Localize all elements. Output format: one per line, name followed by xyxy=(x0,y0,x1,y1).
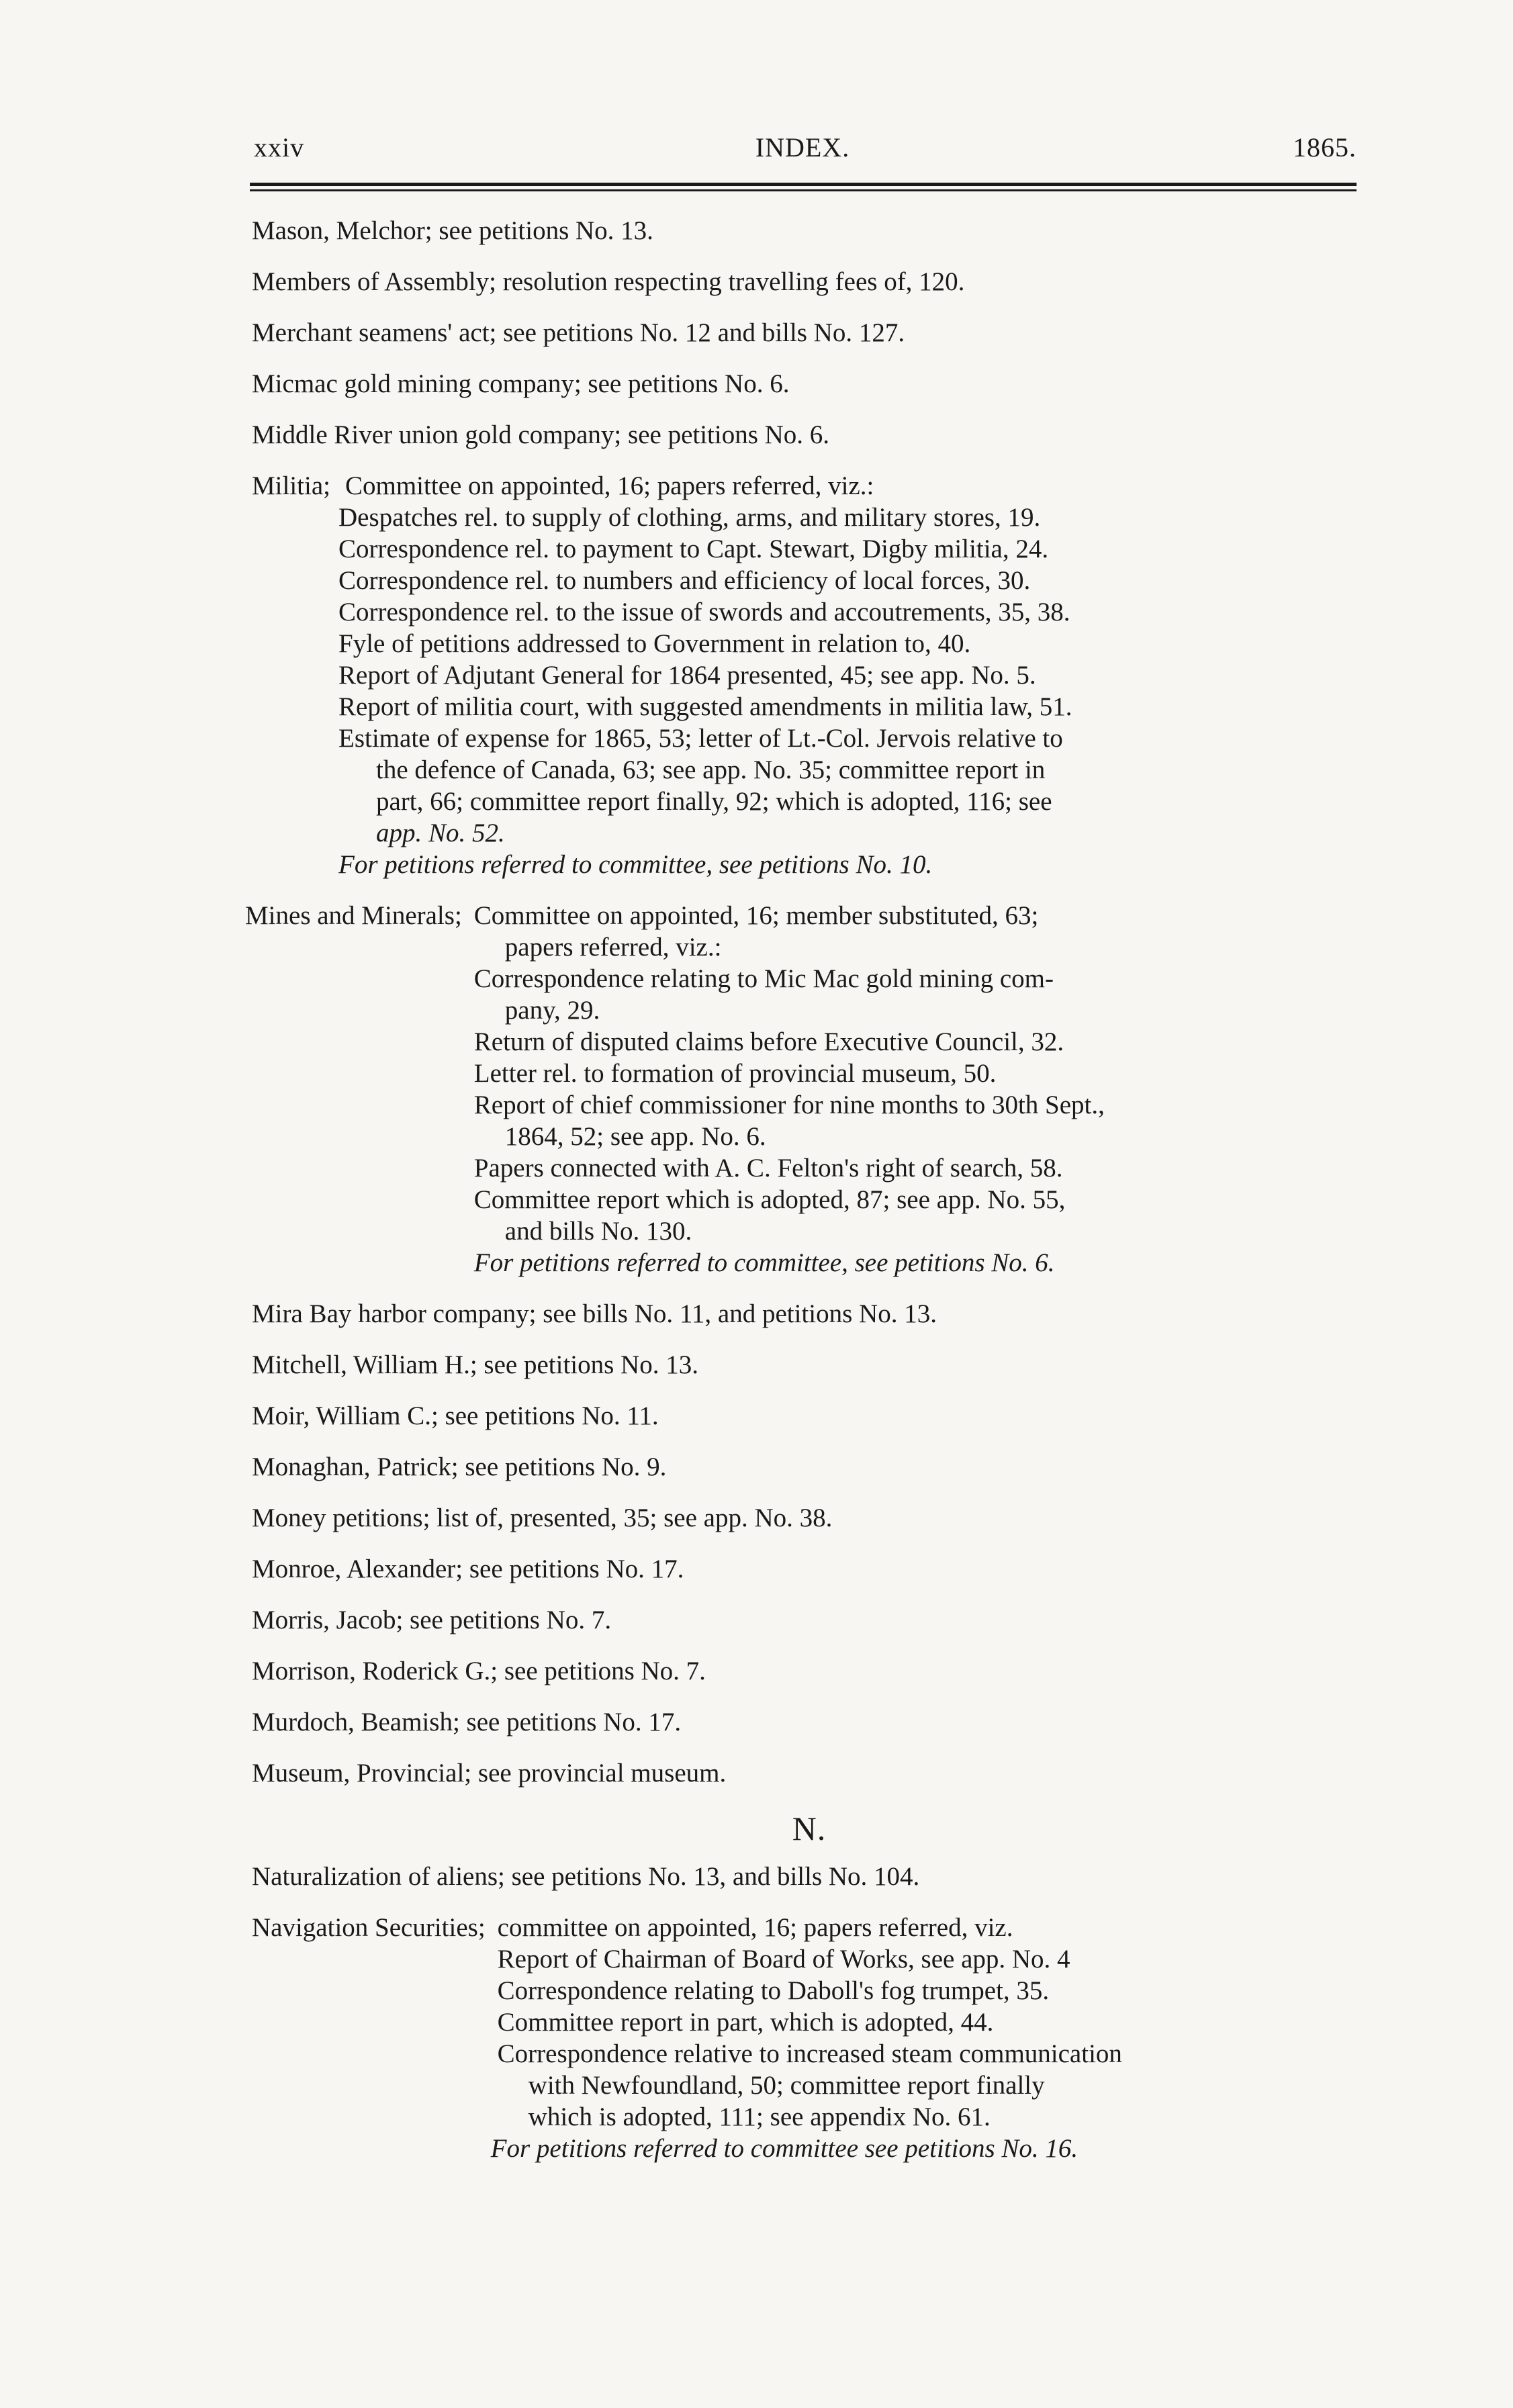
index-content xyxy=(245,215,1367,2184)
header-rule-thick xyxy=(250,183,1357,186)
navigation-item: Committee report in part, which is adopted, 44. xyxy=(497,2008,994,2037)
militia-estimate-cont: app. No. 52. xyxy=(376,819,505,847)
mines-item: Correspondence relating to Mic Mac gold mining com- xyxy=(473,964,1054,993)
index-entry: Members of Assembly; resolution respecting travelling fees of, 120. xyxy=(252,267,965,296)
index-entry: Moir, William C.; see petitions No. 11. xyxy=(252,1401,659,1430)
mines-item: Letter rel. to formation of provincial museum, 50. xyxy=(473,1059,997,1088)
mines-entry xyxy=(245,900,1367,1279)
mines-item: Papers connected with A. C. Felton's right of search, 58. xyxy=(473,1154,1063,1183)
index-entry: Morris, Jacob; see petitions No. 7. xyxy=(252,1606,612,1634)
mines-item-cont: pany, 29. xyxy=(504,996,600,1025)
militia-estimate-cont: part, 66; committee report finally, 92; which is adopted, 116; see xyxy=(376,787,1052,816)
index-entry: Morrison, Roderick G.; see petitions No. 7. xyxy=(252,1657,706,1685)
index-entry: Mitchell, William H.; see petitions No. 13. xyxy=(252,1350,698,1379)
index-entry: Mira Bay harbor company; see bills No. 11, and petitions No. 13. xyxy=(252,1299,937,1328)
militia-item: Correspondence rel. to payment to Capt. Stewart, Digby militia, 24. xyxy=(338,535,1049,563)
militia-item: Despatches rel. to supply of clothing, arms, and military stores, 19. xyxy=(338,503,1041,532)
militia-petitions-note: For petitions referred to committee, see petitions No. 10. xyxy=(338,850,933,879)
mines-item-cont: 1864, 52; see app. No. 6. xyxy=(504,1122,766,1151)
page-title: INDEX. xyxy=(755,132,850,163)
index-entry: Merchant seamens' act; see petitions No. 12 and bills No. 127. xyxy=(252,318,905,347)
navigation-heading: Navigation Securities; xyxy=(252,1913,486,1942)
index-entry: Middle River union gold company; see petitions No. 6. xyxy=(252,420,830,449)
header-rule-thin xyxy=(250,189,1357,191)
militia-item: Report of militia court, with suggested amendments in militia law, 51. xyxy=(338,692,1072,721)
section-letter: N. xyxy=(792,1810,827,1847)
navigation-item: Correspondence relative to increased steam communication xyxy=(497,2039,1122,2068)
index-entry: Monroe, Alexander; see petitions No. 17. xyxy=(252,1555,684,1583)
mines-item-cont: and bills No. 130. xyxy=(504,1217,692,1246)
index-entry: Naturalization of aliens; see petitions No. 13, and bills No. 104. xyxy=(252,1862,920,1891)
navigation-intro: committee on appointed, 16; papers referred, viz. xyxy=(497,1913,1013,1942)
mines-item: Return of disputed claims before Executive Council, 32. xyxy=(473,1027,1064,1056)
page-folio: xxiv xyxy=(254,132,305,163)
mines-intro: Committee on appointed, 16; member substituted, 63; xyxy=(473,901,1039,930)
militia-estimate: Estimate of expense for 1865, 53; letter of Lt.-Col. Jervois relative to xyxy=(338,724,1063,753)
navigation-item: Correspondence relating to Daboll's fog trumpet, 35. xyxy=(497,1976,1050,2005)
militia-heading: Militia; xyxy=(252,471,330,500)
militia-item: Fyle of petitions addressed to Government in relation to, 40. xyxy=(338,629,971,658)
index-entry: Money petitions; list of, presented, 35; see app. No. 38. xyxy=(252,1503,833,1532)
militia-item: Correspondence rel. to the issue of swords and accoutrements, 35, 38. xyxy=(338,598,1070,627)
militia-intro: Committee on appointed, 16; papers referred, viz.: xyxy=(345,471,874,500)
militia-entry xyxy=(252,470,1367,880)
mines-body xyxy=(462,900,1105,1279)
index-entry: Mason, Melchor; see petitions No. 13. xyxy=(252,216,653,245)
index-entry: Museum, Provincial; see provincial museum. xyxy=(252,1759,727,1788)
index-entry: Monaghan, Patrick; see petitions No. 9. xyxy=(252,1452,667,1481)
militia-item: Report of Adjutant General for 1864 presented, 45; see app. No. 5. xyxy=(338,661,1036,690)
mines-heading: Mines and Minerals; xyxy=(245,901,462,930)
navigation-body xyxy=(486,1912,1122,2164)
index-entry: Micmac gold mining company; see petitions No. 6. xyxy=(252,369,790,398)
navigation-petitions-note: For petitions referred to committee see petitions No. 16. xyxy=(490,2134,1079,2163)
running-header xyxy=(248,132,1357,172)
page-year: 1865. xyxy=(1293,132,1357,163)
mines-petitions-note: For petitions referred to committee, see petitions No. 6. xyxy=(473,1248,1055,1277)
militia-body xyxy=(330,470,1072,880)
navigation-entry xyxy=(252,1912,1367,2164)
navigation-item: Report of Chairman of Board of Works, see app. No. 4 xyxy=(497,1945,1070,1974)
index-entry: Murdoch, Beamish; see petitions No. 17. xyxy=(252,1708,682,1736)
navigation-item-cont: with Newfoundland, 50; committee report finally xyxy=(528,2071,1045,2100)
navigation-item-cont: which is adopted, 111; see appendix No. 61. xyxy=(528,2102,991,2131)
mines-item: Committee report which is adopted, 87; see app. No. 55, xyxy=(473,1185,1066,1214)
militia-item: Correspondence rel. to numbers and efficiency of local forces, 30. xyxy=(338,566,1031,595)
militia-estimate-cont: the defence of Canada, 63; see app. No. 35; committee report in xyxy=(376,755,1046,784)
mines-item: Report of chief commissioner for nine months to 30th Sept., xyxy=(473,1091,1105,1119)
mines-intro-cont: papers referred, viz.: xyxy=(504,933,722,962)
